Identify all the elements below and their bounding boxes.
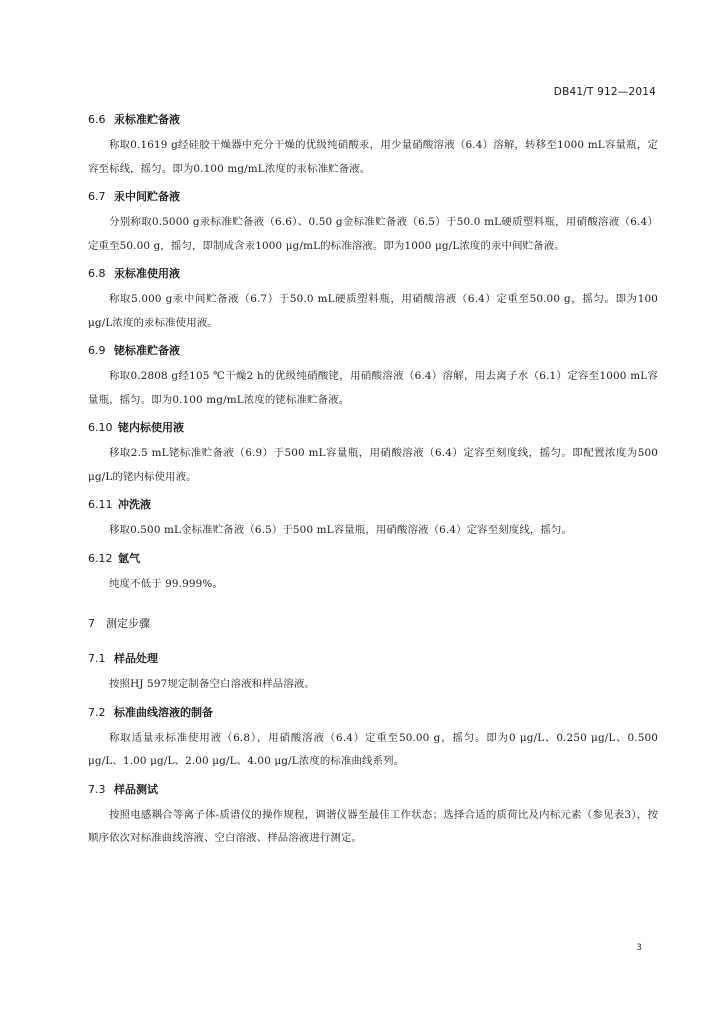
section-number: 6.7 [88, 190, 106, 203]
section-title: 铑标准贮备液 [114, 344, 180, 357]
section-paragraph: 纯度不低于 99.999%。 [109, 577, 223, 590]
section-heading-6-9 [88, 343, 658, 359]
section-title: 氩气 [118, 551, 140, 565]
section-heading-6-10 [88, 420, 658, 436]
chapter-number: 7 [88, 617, 95, 630]
page-number: 3 [636, 943, 642, 953]
section-paragraph: 按照电感耦合等离子体-质谱仪的操作规程，调谐仪器至最佳工作状态；选择合适的质荷比及内标元素（参见表3），按顺序依次对标准曲线溶液、空白溶液、样品溶液进行测定。 [88, 808, 658, 844]
section-heading-7-1 [88, 651, 658, 667]
section-title: 冲洗液 [118, 498, 151, 511]
section-number: 7.2 [88, 705, 106, 719]
section-title: 标准曲线溶液的制备 [114, 705, 213, 719]
section-heading-6-12 [88, 551, 658, 567]
section-title: 汞标准贮备液 [114, 113, 180, 126]
section-paragraph: 分别称取0.5000 g汞标准贮备液（6.6）、0.50 g金标准贮备液（6.5）于50.0 mL硬质塑料瓶，用硝酸溶液（6.4）定重至50.00 g，摇匀，即制成含汞1000 μg/mL的标准溶液。即为1000 μg/L浓度的汞中间贮备液。 [88, 216, 658, 252]
section-number: 7.1 [88, 652, 106, 665]
section-title: 汞中间贮备液 [114, 190, 180, 203]
section-paragraph: 称取适量汞标准使用液（6.8），用硝酸溶液（6.4）定重至50.00 g，摇匀。即为0 μg/L、0.250 μg/L、0.500 μg/L、1.00 μg/L、2.00 μg/L、4.00 μg/L浓度的标准曲线系列。 [88, 731, 658, 767]
section-paragraph: 称取5.000 g汞中间贮备液（6.7）于50.0 mL硬质塑料瓶，用硝酸溶液（6.4）定重至50.00 g，摇匀。即为100 μg/L浓度的汞标准使用液。 [88, 293, 658, 329]
section-heading-6-8 [88, 266, 658, 282]
section-paragraph: 按照HJ 597规定制备空白溶液和样品溶液。 [109, 678, 315, 690]
section-number: 6.9 [88, 344, 106, 357]
section-heading-6-6 [88, 112, 658, 128]
section-number: 7.3 [88, 782, 106, 796]
section-heading-7-3 [88, 782, 658, 798]
section-number: 6.8 [88, 267, 106, 280]
section-title: 样品处理 [114, 652, 158, 665]
section-number: 6.11 [88, 498, 113, 511]
section-title: 铑内标使用液 [118, 421, 184, 434]
document-body [88, 112, 658, 851]
section-heading-6-11 [88, 497, 658, 513]
section-paragraph: 称取0.1619 g经硅胶干燥器中充分干燥的优级纯硝酸汞，用少量硝酸溶液（6.4）溶解，转移至1000 mL容量瓶，定容至标线，摇匀。即为0.100 mg/mL浓度的汞标准贮备液。 [88, 139, 658, 175]
section-paragraph: 移取2.5 mL铑标准贮备液（6.9）于500 mL容量瓶，用硝酸溶液（6.4）定容至刻度线，摇匀。即配置浓度为500 μg/L的铑内标使用液。 [88, 447, 658, 483]
section-heading-7-2 [88, 705, 658, 721]
section-title: 汞标准使用液 [114, 267, 180, 280]
section-heading-6-7 [88, 189, 658, 205]
section-paragraph: 称取0.2808 g经105 ℃干燥2 h的优级纯硝酸铑，用硝酸溶液（6.4）溶解，用去离子水（6.1）定容至1000 mL容量瓶，摇匀。即为0.100 mg/mL浓度的铑标准贮备液。 [88, 370, 658, 406]
section-paragraph: 移取0.500 mL金标准贮备液（6.5）于500 mL容量瓶，用硝酸溶液（6.4）定容至刻度线，摇匀。 [109, 524, 573, 536]
section-title: 样品测试 [114, 782, 158, 796]
section-number: 6.10 [88, 421, 113, 434]
document-code: DB41/T 912—2014 [553, 86, 656, 98]
section-number: 6.6 [88, 113, 106, 126]
chapter-title: 测定步骤 [106, 617, 150, 630]
section-number: 6.12 [88, 551, 113, 565]
chapter-heading [88, 616, 658, 632]
